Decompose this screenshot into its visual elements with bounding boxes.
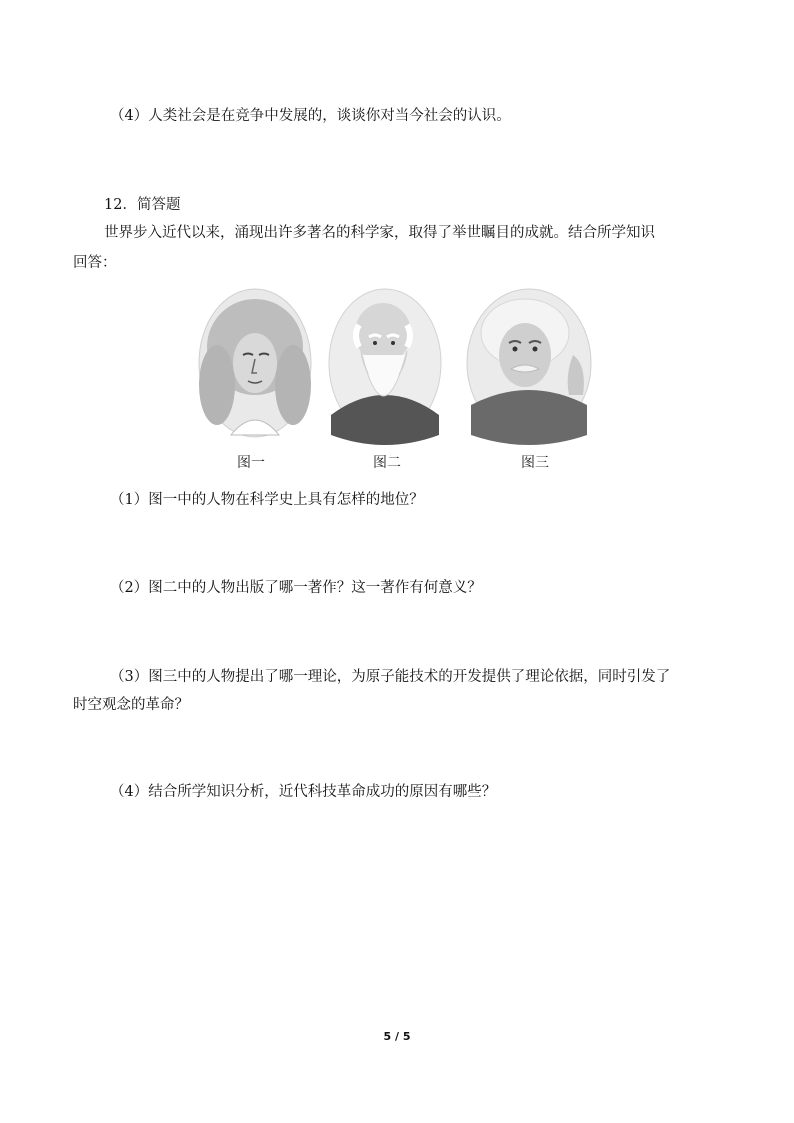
prev-question-part4: （4）人类社会是在竞争中发展的，谈谈你对当今社会的认识。 xyxy=(110,108,511,124)
sub-question-1: （1）图一中的人物在科学史上具有怎样的地位？ xyxy=(110,492,424,508)
question-heading: 12．简答题 xyxy=(104,197,181,213)
figure-caption-1: 图一 xyxy=(237,455,265,471)
figure-caption-2: 图二 xyxy=(373,455,401,471)
figure-caption-3: 图三 xyxy=(521,455,549,471)
portrait-darwin-icon xyxy=(325,285,445,445)
question-intro-line2: 回答： xyxy=(73,255,117,271)
figure-group xyxy=(195,285,605,475)
sub-question-3-line2: 时空观念的革命？ xyxy=(73,697,189,713)
sub-question-3-line1: （3）图三中的人物提出了哪一理论，为原子能技术的开发提供了理论依据，同时引发了 xyxy=(110,669,671,685)
portrait-einstein-icon xyxy=(463,285,603,445)
sub-question-2: （2）图二中的人物出版了哪一著作？这一著作有何意义？ xyxy=(110,580,482,596)
sub-question-4: （4）结合所学知识分析，近代科技革命成功的原因有哪些？ xyxy=(110,784,497,800)
page-number: 5 / 5 xyxy=(383,1030,411,1043)
question-intro-line1: 世界步入近代以来，涌现出许多著名的科学家，取得了举世瞩目的成就。结合所学知识 xyxy=(104,225,655,241)
portrait-newton-icon xyxy=(195,285,315,445)
